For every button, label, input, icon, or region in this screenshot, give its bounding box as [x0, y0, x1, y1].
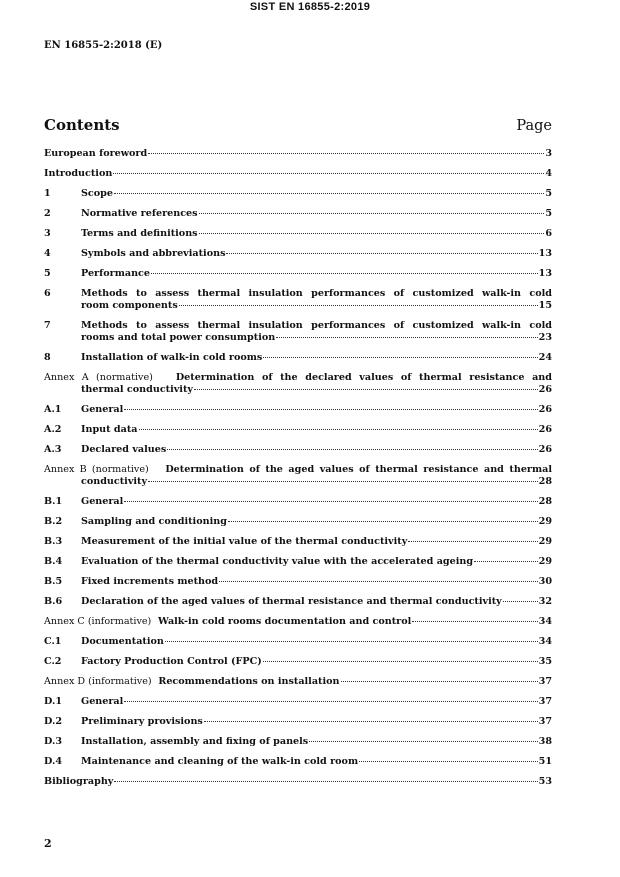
toc-entry-title: General	[81, 696, 124, 707]
toc-leader-dots	[276, 337, 537, 338]
toc-leader-dots	[165, 641, 538, 642]
toc-entry-title-line: Methods to assess thermal insulation performances of customized walk-in cold	[81, 288, 552, 299]
toc-leader-dots	[139, 429, 538, 430]
toc-leader-dots	[359, 761, 538, 762]
toc-entry-title: Recommendations on installation	[158, 676, 340, 687]
toc-section-number: D.3	[44, 736, 62, 747]
toc-entry[interactable]	[44, 464, 552, 488]
toc-leader-dots	[148, 481, 538, 482]
toc-entry-title: European foreword	[44, 148, 148, 159]
toc-entry-title: conductivity	[81, 476, 148, 487]
toc-page-number: 24	[538, 352, 552, 363]
toc-entry-title: room components	[81, 300, 178, 311]
toc-entry[interactable]	[44, 656, 552, 668]
toc-entry[interactable]	[44, 148, 552, 160]
toc-entry-title: Evaluation of the thermal conductivity value with the accelerated ageing	[81, 556, 474, 567]
toc-entry[interactable]	[44, 248, 552, 260]
toc-leader-dots	[219, 581, 538, 582]
toc-page-number: 51	[538, 756, 552, 767]
toc-page-number: 26	[538, 424, 552, 435]
toc-page-number: 28	[538, 476, 552, 487]
toc-entry-title: rooms and total power consumption	[81, 332, 276, 343]
toc-section-number: D.2	[44, 716, 62, 727]
toc-leader-dots	[341, 681, 538, 682]
toc-leader-dots	[124, 409, 537, 410]
toc-entry[interactable]	[44, 372, 552, 396]
toc-entry[interactable]	[44, 352, 552, 364]
toc-page-number: 29	[538, 516, 552, 527]
toc-entry[interactable]	[44, 736, 552, 748]
toc-leader-dots	[226, 253, 537, 254]
toc-entry[interactable]	[44, 696, 552, 708]
toc-section-number: D.4	[44, 756, 62, 767]
toc-page-number: 5	[545, 188, 552, 199]
toc-entry[interactable]	[44, 444, 552, 456]
contents-header	[44, 116, 552, 134]
toc-section-number: B.3	[44, 536, 63, 547]
toc-section-number: 4	[44, 248, 51, 259]
toc-page-number: 13	[538, 248, 552, 259]
toc-entry[interactable]	[44, 168, 552, 180]
toc-page-number: 26	[538, 444, 552, 455]
document-id: EN 16855-2:2018 (E)	[44, 40, 163, 51]
toc-entry[interactable]	[44, 636, 552, 648]
toc-entry-title-line: Methods to assess thermal insulation performances of customized walk-in cold	[81, 320, 552, 331]
toc-entry-title: Preliminary provisions	[81, 716, 203, 727]
toc-annex-label: Annex A (normative)	[44, 372, 153, 383]
toc-page-number: 4	[545, 168, 552, 179]
toc-section-number: B.2	[44, 516, 63, 527]
toc-entry-title: General	[81, 496, 124, 507]
toc-entry-title: Documentation	[81, 636, 164, 647]
toc-entry-title: Fixed increments method	[81, 576, 219, 587]
toc-entry[interactable]	[44, 536, 552, 548]
toc-entry[interactable]	[44, 576, 552, 588]
toc-leader-dots	[113, 173, 544, 174]
toc-page-number: 29	[538, 556, 552, 567]
toc-section-number: 5	[44, 268, 51, 279]
toc-section-number: 6	[44, 288, 51, 299]
toc-page-number: 15	[538, 300, 552, 311]
toc-annex-label: Annex C (informative)	[44, 616, 152, 627]
toc-page-number: 3	[545, 148, 552, 159]
toc-entry-title: Input data	[81, 424, 138, 435]
toc-entry-title: Scope	[81, 188, 113, 199]
toc-entry-title: thermal conductivity	[81, 384, 193, 395]
toc-entry-title: Normative references	[81, 208, 198, 219]
toc-entry[interactable]	[44, 496, 552, 508]
toc-page-number: 30	[538, 576, 552, 587]
toc-annex-label: Annex D (informative)	[44, 676, 152, 687]
toc-entry[interactable]	[44, 556, 552, 568]
toc-page-number: 26	[538, 384, 552, 395]
toc-section-number: 8	[44, 352, 51, 363]
toc-annex-label: Annex B (normative)	[44, 464, 149, 475]
toc-leader-dots	[199, 233, 545, 234]
toc-page-number: 32	[538, 596, 552, 607]
toc-leader-dots	[114, 193, 544, 194]
toc-entry-title: Introduction	[44, 168, 113, 179]
toc-page-number: 37	[538, 716, 552, 727]
toc-leader-dots	[124, 701, 537, 702]
toc-section-number: B.1	[44, 496, 63, 507]
toc-section-number: C.2	[44, 656, 62, 667]
toc-section-number: A.3	[44, 444, 62, 455]
toc-section-number: 1	[44, 188, 51, 199]
toc-section-number: 7	[44, 320, 51, 331]
toc-leader-dots	[124, 501, 537, 502]
toc-entry[interactable]	[44, 424, 552, 436]
toc-entry[interactable]	[44, 228, 552, 240]
toc-section-number: A.1	[44, 404, 62, 415]
toc-entry-title-line: Determination of the aged values of thermal resistance and thermal	[165, 464, 552, 475]
page-column-label: Page	[516, 118, 552, 134]
toc-page-number: 35	[538, 656, 552, 667]
toc-leader-dots	[474, 561, 538, 562]
toc-leader-dots	[179, 305, 538, 306]
toc-entry[interactable]	[44, 288, 552, 312]
toc-page-number: 38	[538, 736, 552, 747]
toc-page-number: 37	[538, 676, 552, 687]
toc-page-number: 6	[545, 228, 552, 239]
toc-entry[interactable]	[44, 756, 552, 768]
toc-entry[interactable]	[44, 616, 552, 628]
toc-entry-title: Maintenance and cleaning of the walk-in cold room	[81, 756, 359, 767]
toc-entry-title: Symbols and abbreviations	[81, 248, 226, 259]
toc-leader-dots	[263, 357, 537, 358]
watermark: SIST EN 16855-2:2019	[249, 1, 371, 13]
toc-page-number: 5	[545, 208, 552, 219]
toc-section-number: 3	[44, 228, 51, 239]
toc-page-number: 26	[538, 404, 552, 415]
toc-leader-dots	[204, 721, 538, 722]
footer-page-number: 2	[44, 837, 52, 850]
toc-page-number: 37	[538, 696, 552, 707]
toc-entry-title: Sampling and conditioning	[81, 516, 227, 527]
toc-section-number: 2	[44, 208, 51, 219]
toc-entry[interactable]	[44, 188, 552, 200]
toc-entry-title: Measurement of the initial value of the thermal conductivity	[81, 536, 408, 547]
toc-leader-dots	[412, 621, 537, 622]
toc-entry[interactable]	[44, 404, 552, 416]
table-of-contents	[44, 148, 552, 788]
toc-section-number: A.2	[44, 424, 62, 435]
toc-section-number: B.5	[44, 576, 63, 587]
toc-entry-title-line: Determination of the declared values of thermal resistance and	[175, 372, 552, 383]
toc-entry-title: Walk-in cold rooms documentation and control	[158, 616, 412, 627]
toc-entry[interactable]	[44, 516, 552, 528]
toc-leader-dots	[167, 449, 537, 450]
toc-leader-dots	[114, 781, 537, 782]
toc-leader-dots	[503, 601, 538, 602]
toc-entry[interactable]	[44, 596, 552, 608]
toc-entry-title: Terms and definitions	[81, 228, 198, 239]
toc-page-number: 23	[538, 332, 552, 343]
toc-entry-title: Declaration of the aged values of thermal resistance and thermal conductivity	[81, 596, 502, 607]
contents-title: Contents	[44, 116, 120, 134]
toc-entry-title: Bibliography	[44, 776, 114, 787]
toc-leader-dots	[228, 521, 538, 522]
toc-page-number: 13	[538, 268, 552, 279]
toc-entry[interactable]	[44, 776, 552, 788]
toc-section-number: B.4	[44, 556, 63, 567]
toc-entry[interactable]	[44, 268, 552, 280]
toc-leader-dots	[263, 661, 538, 662]
toc-entry-title: Performance	[81, 268, 150, 279]
toc-page-number: 29	[538, 536, 552, 547]
toc-entry[interactable]	[44, 320, 552, 344]
toc-section-number: D.1	[44, 696, 62, 707]
toc-leader-dots	[408, 541, 537, 542]
toc-entry[interactable]	[44, 676, 552, 688]
toc-leader-dots	[151, 273, 538, 274]
toc-entry-title: Factory Production Control (FPC)	[81, 656, 262, 667]
toc-page-number: 34	[538, 616, 552, 627]
toc-leader-dots	[309, 741, 537, 742]
toc-entry-title: General	[81, 404, 124, 415]
toc-entry-title: Installation of walk-in cold rooms	[81, 352, 263, 363]
toc-entry[interactable]	[44, 208, 552, 220]
toc-leader-dots	[199, 213, 545, 214]
toc-entry-title: Installation, assembly and fixing of panels	[81, 736, 309, 747]
toc-page-number: 53	[538, 776, 552, 787]
toc-entry[interactable]	[44, 716, 552, 728]
toc-section-number: C.1	[44, 636, 62, 647]
toc-section-number: B.6	[44, 596, 63, 607]
toc-leader-dots	[194, 389, 538, 390]
toc-page-number: 34	[538, 636, 552, 647]
toc-entry-title: Declared values	[81, 444, 167, 455]
toc-page-number: 28	[538, 496, 552, 507]
toc-leader-dots	[148, 153, 544, 154]
